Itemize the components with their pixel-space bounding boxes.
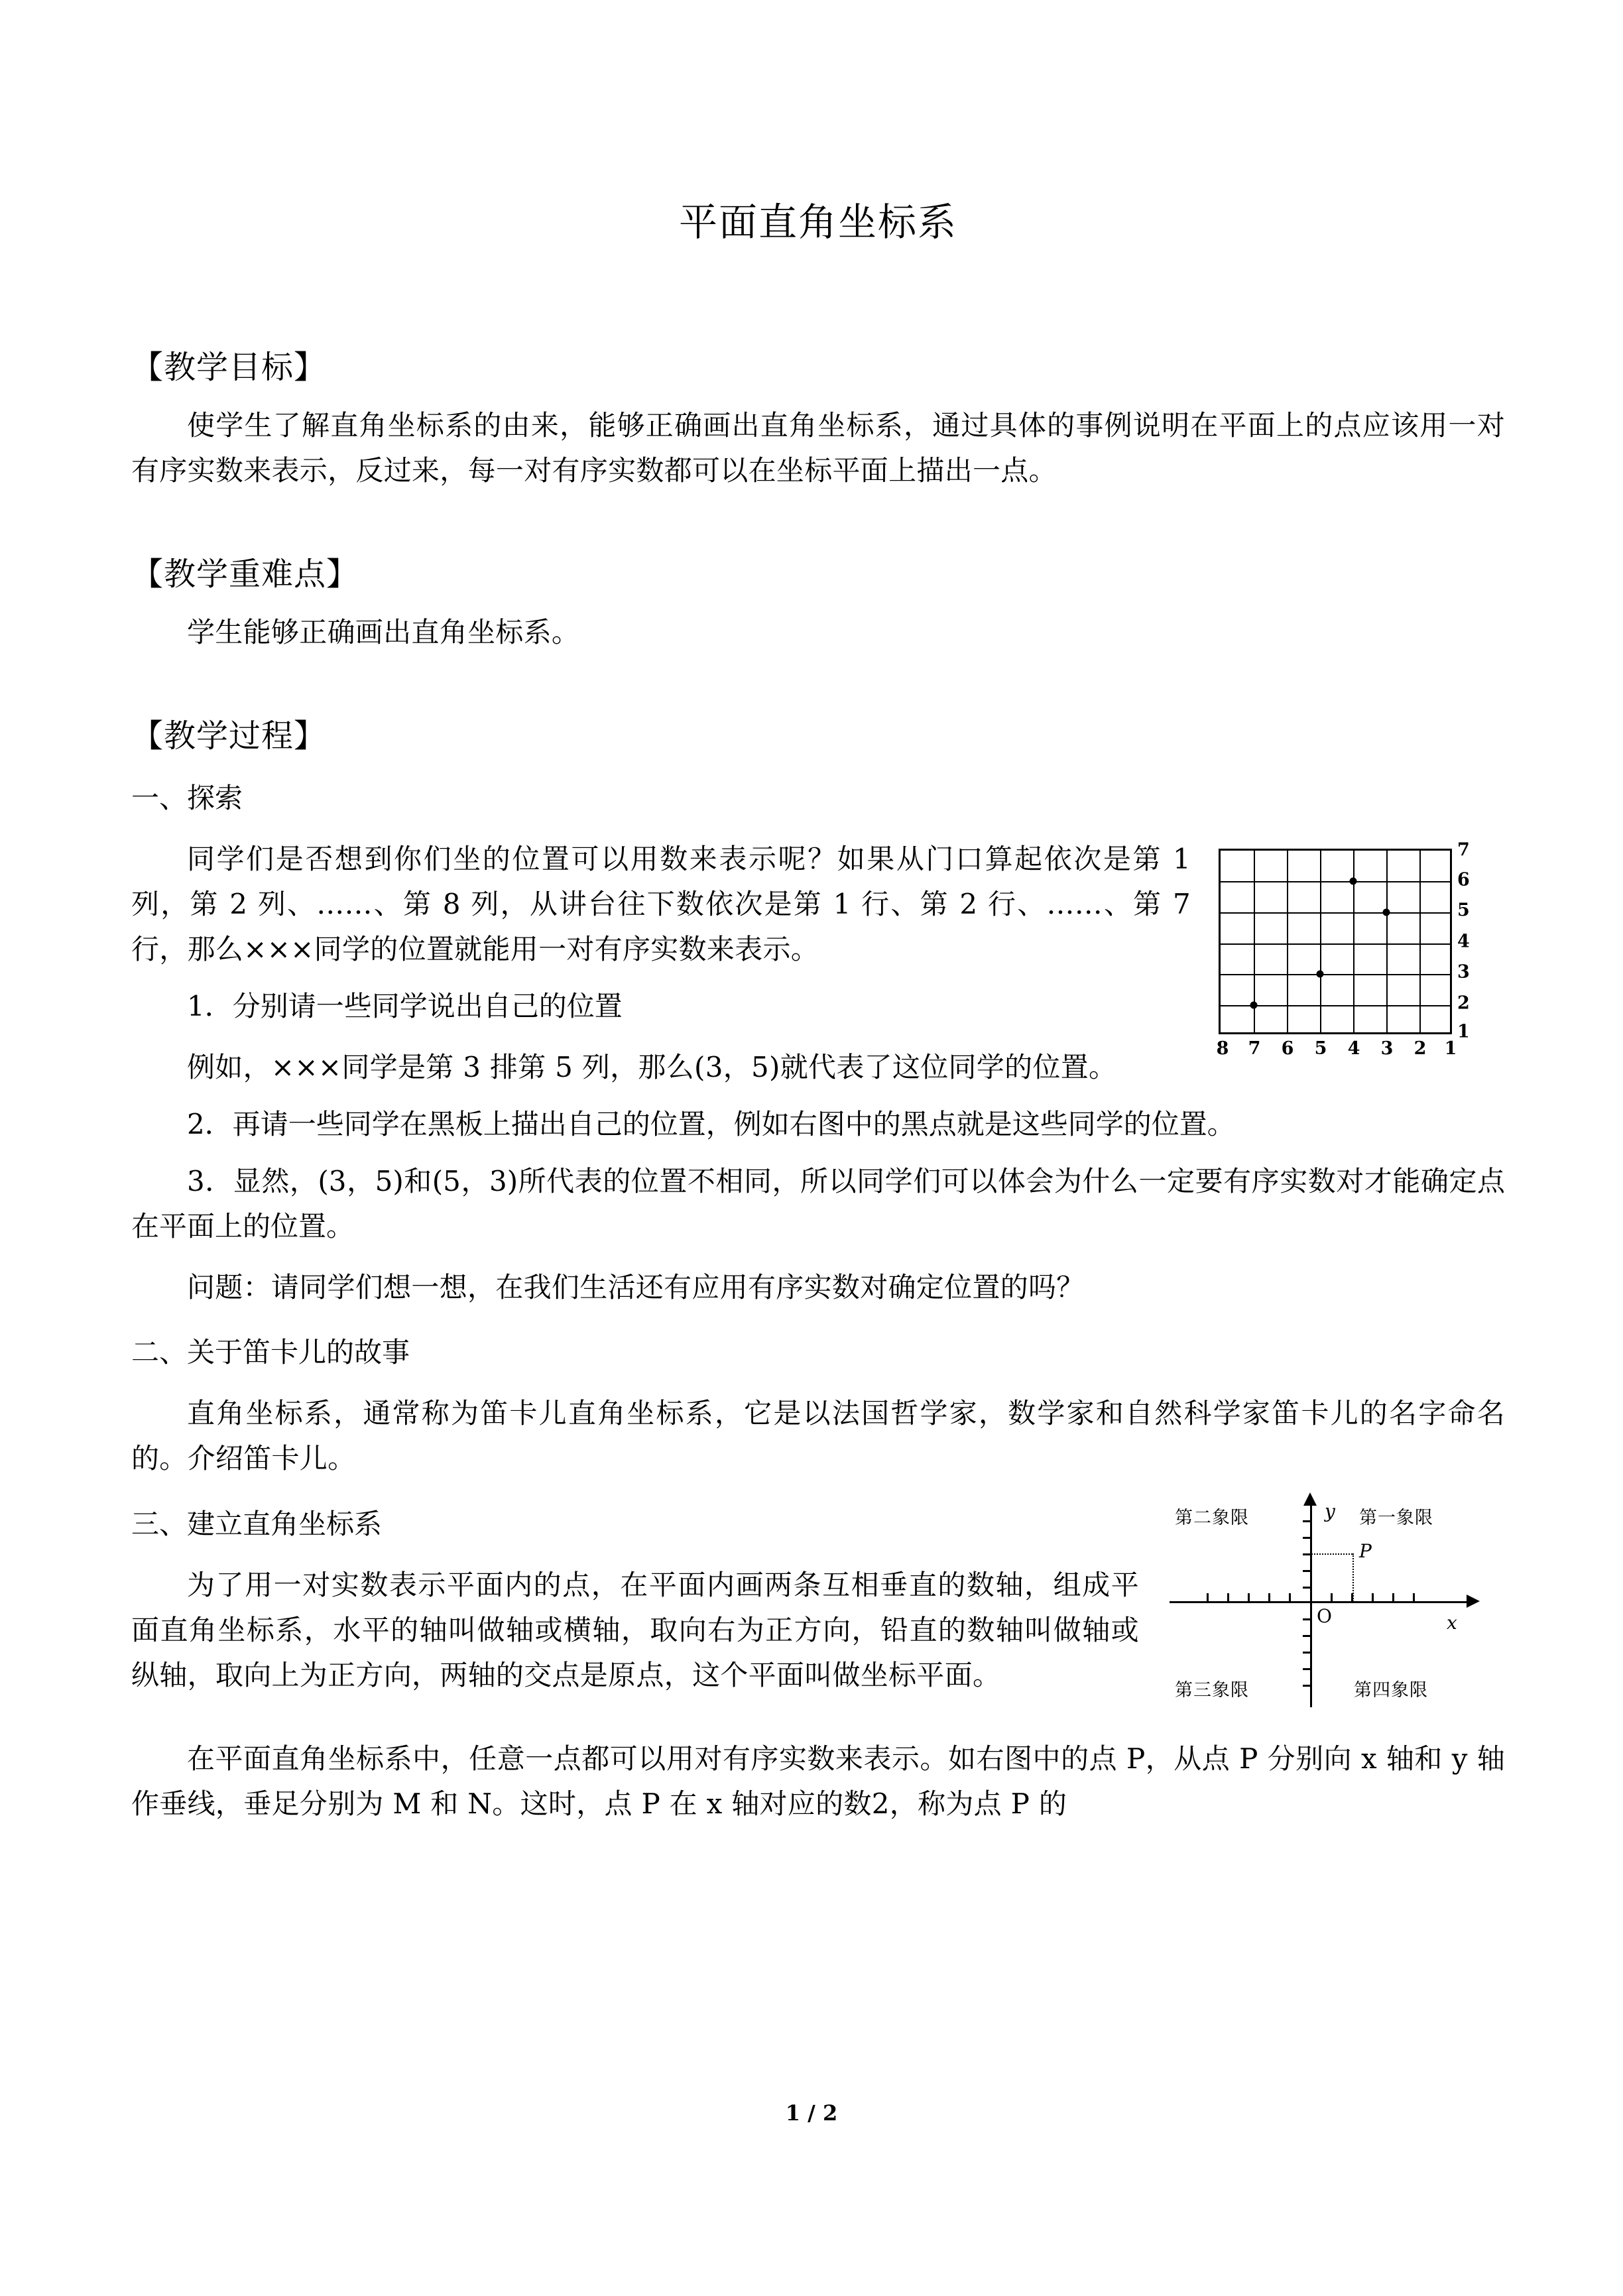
grid-y-label: 3 xyxy=(1457,961,1470,983)
point-p-label: P xyxy=(1359,1540,1372,1562)
paragraph-item-1-example: 例如，×××同学是第 3 排第 5 列，那么(3，5)就代表了这位同学的位置。 xyxy=(187,1051,1117,1084)
heading-teaching-process: 【教学过程】 xyxy=(131,717,327,755)
paragraph-item-2: 2．再请一些同学在黑板上描出自己的位置，例如右图中的黑点就是这些同学的位置。 xyxy=(187,1108,1235,1141)
grid-dot xyxy=(1250,1002,1258,1009)
y-axis-arrow-icon xyxy=(1303,1492,1317,1506)
heading-part-one: 一、探索 xyxy=(131,782,243,815)
grid-y-label: 2 xyxy=(1457,993,1470,1014)
grid-y-label: 4 xyxy=(1457,931,1470,952)
heading-key-difficulties: 【教学重难点】 xyxy=(131,556,359,593)
grid-y-label: 6 xyxy=(1457,869,1470,890)
cartesian-figure xyxy=(1163,1488,1494,1714)
grid-y-label: 7 xyxy=(1457,839,1470,861)
grid-x-label: 4 xyxy=(1347,1038,1360,1059)
x-axis-label: x xyxy=(1447,1611,1457,1634)
page-title: 平面直角坐标系 xyxy=(678,200,957,245)
paragraph-part-three: 为了用一对实数表示平面内的点，在平面内画两条互相垂直的数轴，组成平面直角坐标系，水平的轴叫做轴或横轴，取向右为正方向，铅直的数轴叫做轴或纵轴，取向上为正方向，两轴的交点是原点，这个平面叫做坐标平面。 xyxy=(131,1568,1139,1691)
seating-grid-wrap xyxy=(1215,833,1500,1078)
page-content xyxy=(131,0,1505,1827)
quadrant-1-label: 第一象限 xyxy=(1359,1507,1433,1528)
grid-x-label: 2 xyxy=(1413,1038,1427,1059)
grid-y-label: 5 xyxy=(1457,900,1470,921)
heading-part-two: 二、关于笛卡儿的故事 xyxy=(131,1336,410,1369)
paragraph-item-3: 3．显然，(3，5)和(5，3)所代表的位置不相同，所以同学们可以体会为什么一定要有序实数对才能确定点在平面上的位置。 xyxy=(131,1165,1505,1243)
cartesian-wrap xyxy=(1163,1488,1494,1714)
y-axis-label: y xyxy=(1325,1500,1335,1522)
seating-grid-figure xyxy=(1215,833,1500,1078)
heading-part-three: 三、建立直角坐标系 xyxy=(131,1507,383,1540)
grid-x-label: 7 xyxy=(1248,1038,1261,1059)
point-p-horizontal-guide xyxy=(1311,1553,1352,1555)
grid-x-label: 5 xyxy=(1314,1038,1327,1059)
paragraph-part-one: 同学们是否想到你们坐的位置可以用数来表示呢？如果从门口算起依次是第 1 列，第 2 列、……、第 8 列，从讲台往下数依次是第 1 行、第 2 行、……、第 7 行，那么×××同学的位置就能用一对有序实数来表示。 xyxy=(131,843,1191,966)
grid-x-label: 3 xyxy=(1380,1038,1394,1059)
quadrant-3-label: 第三象限 xyxy=(1175,1679,1249,1701)
paragraph-key-difficulties: 学生能够正确画出直角坐标系。 xyxy=(187,616,580,649)
paragraph-question: 问题：请同学们想一想，在我们生活还有应用有序实数对确定位置的吗？ xyxy=(187,1271,1085,1304)
x-axis-arrow-icon xyxy=(1467,1595,1480,1608)
grid-x-label: 8 xyxy=(1216,1038,1229,1059)
point-p-vertical-guide xyxy=(1352,1553,1354,1602)
page-number: 1 / 2 xyxy=(785,2100,838,2126)
grid-dot xyxy=(1383,909,1390,916)
paragraph-teaching-objectives: 使学生了解直角坐标系的由来，能够正确画出直角坐标系，通过具体的事例说明在平面上的点应该用一对有序实数来表示，反过来，每一对有序实数都可以在坐标平面上描出一点。 xyxy=(131,409,1505,487)
coord-block xyxy=(131,1482,1505,1721)
x-axis-line xyxy=(1170,1601,1469,1603)
y-axis-line xyxy=(1310,1500,1312,1707)
origin-label: O xyxy=(1317,1604,1332,1627)
explore-block xyxy=(131,821,1505,1310)
paragraph-part-two: 直角坐标系，通常称为笛卡儿直角坐标系，它是以法国哲学家，数学家和自然科学家笛卡儿的名字命名的。介绍笛卡儿。 xyxy=(131,1397,1505,1475)
grid-x-label: 1 xyxy=(1444,1038,1457,1059)
heading-teaching-objectives: 【教学目标】 xyxy=(131,349,327,386)
paragraph-part-three-continued: 在平面直角坐标系中，任意一点都可以用对有序实数来表示。如右图中的点 P，从点 P 分别向 x 轴和 y 轴作垂线，垂足分别为 M 和 N。这时，点 P 在 x 轴对应的数2，称为点 P 的 xyxy=(131,1742,1505,1820)
seating-grid-box xyxy=(1219,849,1452,1034)
grid-x-label: 6 xyxy=(1281,1038,1294,1059)
quadrant-2-label: 第二象限 xyxy=(1175,1507,1249,1528)
grid-dot xyxy=(1317,971,1324,978)
grid-dot xyxy=(1350,878,1357,885)
paragraph-item-1: 1．分别请一些同学说出自己的位置 xyxy=(187,990,623,1023)
grid-y-label: 1 xyxy=(1457,1021,1470,1042)
quadrant-4-label: 第四象限 xyxy=(1354,1679,1428,1701)
